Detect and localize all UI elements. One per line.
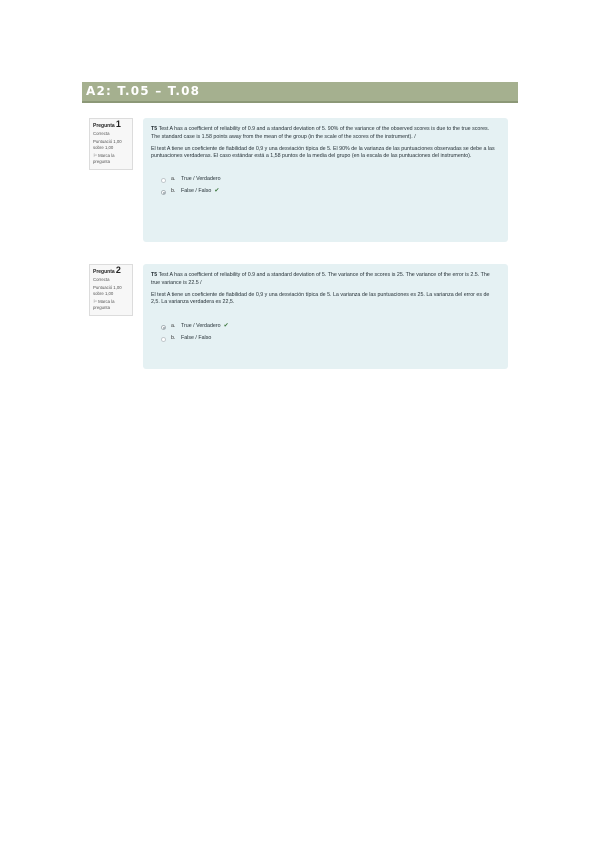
radio-button[interactable] (161, 178, 166, 183)
flag-label: pregunta (93, 304, 110, 310)
flag-label: Marca la (98, 153, 115, 159)
answer-list (151, 174, 499, 198)
grade-line: sobre 1,00 (93, 144, 114, 150)
option-letter: b. (171, 335, 176, 342)
grade-line: sobre 1,00 (93, 290, 114, 296)
question-heading (93, 119, 129, 130)
question-text (151, 272, 499, 307)
question-content-2 (143, 264, 508, 369)
grade-line: Puntuació 1,00 (93, 285, 122, 291)
answer-option[interactable] (151, 333, 499, 345)
option-text: False / Falso (181, 335, 212, 342)
flag-question-link[interactable] (93, 153, 129, 164)
answer-option[interactable] (151, 186, 499, 198)
section-title: A2: T.05 – T.08 (86, 84, 201, 98)
question-info-2 (89, 264, 133, 316)
question-grade (93, 139, 129, 150)
radio-button[interactable] (161, 325, 166, 330)
question-text-es: El test A tiene un coeficiente de fiabilidad de 0,9 y una desviación típica de 5. El 90% de la varianza de las puntuaciones observadas se debe a las puntuaciones verdaderas. El caso estándar está a 1,58 puntos de la media del grupo (en la escala de las puntuaciones del instrumento). (151, 145, 495, 160)
answer-option[interactable] (151, 321, 499, 333)
question-grade (93, 285, 129, 296)
radio-button[interactable] (161, 190, 166, 195)
question-text-en: Test A has a coefficient of reliability of 0.9 and a standard deviation of 5. The variance of the scores is 25. The variance of the error is 2.5. The true variance is 22.5 / (151, 272, 490, 286)
flag-icon: ⚐ (93, 153, 97, 159)
option-text: True / Verdadero (181, 323, 221, 330)
section-banner (82, 82, 518, 103)
question-content-1 (143, 118, 508, 242)
option-text: False / Falso (181, 188, 212, 195)
answer-list (151, 321, 499, 345)
flag-label: Marca la (98, 299, 115, 305)
grade-line: Puntuació 1,00 (93, 139, 122, 145)
flag-icon: ⚐ (93, 299, 97, 305)
question-text-es: El test A tiene un coeficiente de fiabilidad de 0,9 y una desviación típica de 5. La varianza de las puntuaciones es 25. La varianza del error es de 2,5. La varianza verdadera es 22,5. (151, 291, 490, 306)
checkmark-icon: ✔ (223, 323, 229, 330)
flag-question-link[interactable] (93, 299, 129, 310)
checkmark-icon: ✔ (214, 188, 220, 195)
question-tag: T5 (151, 126, 158, 132)
question-number: 2 (115, 265, 121, 275)
option-letter: a. (171, 323, 176, 330)
option-letter: b. (171, 188, 176, 195)
question-text-en: Test A has a coefficient of reliability of 0.9 and a standard deviation of 5. 90% of the variance of the observed scores is due to the true scores. The standard case is 1.58 points away from the mean of the group (in the scale of the scores of the instrument). / (151, 126, 490, 140)
question-state: Correcta (93, 130, 110, 136)
question-number: 1 (115, 119, 121, 129)
answer-option[interactable] (151, 174, 499, 186)
question-label: Pregunta (93, 269, 115, 275)
question-text (151, 126, 499, 161)
question-state: Correcta (93, 276, 110, 282)
question-tag: T5 (151, 272, 158, 278)
question-label: Pregunta (93, 123, 115, 129)
question-heading (93, 265, 129, 276)
option-text: True / Verdadero (181, 176, 221, 183)
flag-label: pregunta (93, 158, 110, 164)
question-info-1 (89, 118, 133, 170)
radio-button[interactable] (161, 337, 166, 342)
option-letter: a. (171, 176, 176, 183)
